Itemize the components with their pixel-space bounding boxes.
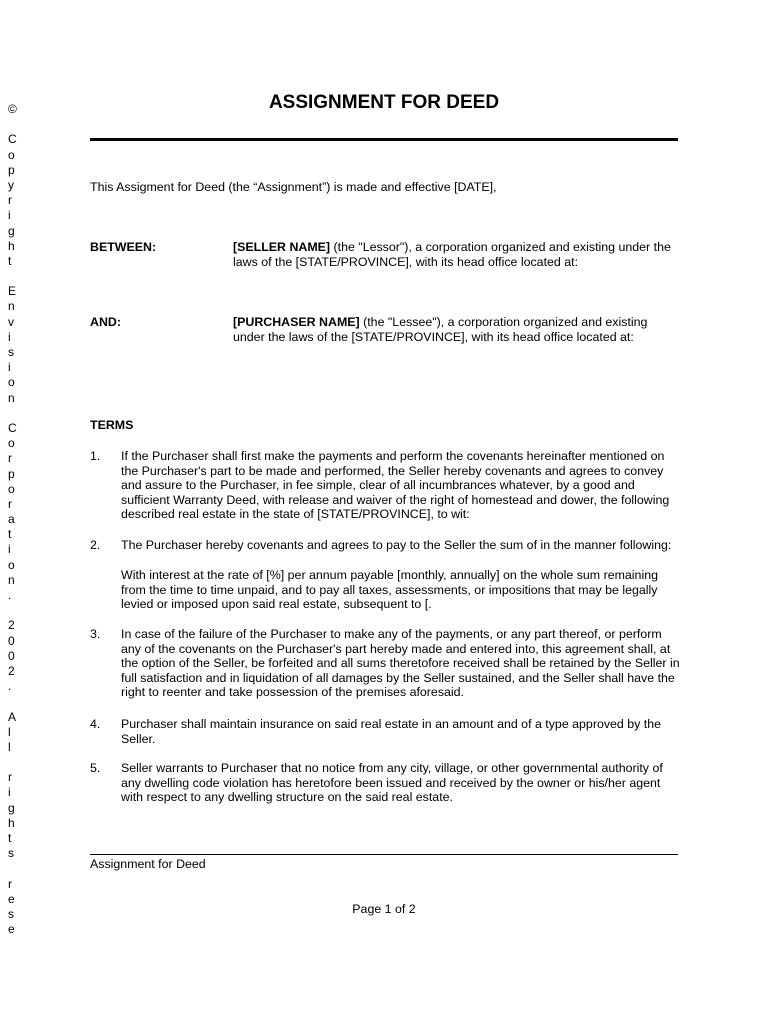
copyright-char bbox=[8, 117, 20, 132]
copyright-char: © bbox=[8, 102, 17, 116]
copyright-char: t bbox=[8, 253, 12, 268]
copyright-char bbox=[8, 694, 20, 709]
copyright-char: o bbox=[8, 481, 15, 496]
copyright-char: C bbox=[8, 132, 17, 147]
copyright-char: o bbox=[8, 147, 15, 162]
copyright-char: v bbox=[8, 314, 14, 329]
copyright-char: i bbox=[8, 785, 11, 800]
seller-party-description: (the "Lessor"), a corporation organized and existing under the laws of the [STATE/PROVINCE], with its head office located at: bbox=[233, 240, 671, 269]
copyright-char: g bbox=[8, 223, 15, 238]
term-5-text: Seller warrants to Purchaser that no notice from any city, village, or other governmental authority of any dwelling code violation has heretofore been issued and received by the owner or his/her agent with respect to any dwelling structure on the said real estate. bbox=[121, 761, 663, 805]
copyright-char bbox=[8, 755, 20, 770]
term-2-number: 2. bbox=[90, 538, 101, 552]
copyright-char: i bbox=[8, 208, 11, 223]
copyright-char: A bbox=[8, 709, 17, 724]
copyright-char: . bbox=[8, 679, 12, 694]
document-title: ASSIGNMENT FOR DEED bbox=[268, 92, 500, 113]
copyright-char: e bbox=[8, 891, 15, 906]
copyright-char: s bbox=[8, 846, 14, 861]
copyright-char: g bbox=[8, 800, 15, 815]
term-4-number: 4. bbox=[90, 717, 101, 731]
copyright-char: o bbox=[8, 375, 15, 390]
copyright-char: e bbox=[8, 922, 15, 937]
copyright-char: p bbox=[8, 162, 15, 177]
copyright-char: h bbox=[8, 238, 15, 253]
copyright-char: C bbox=[8, 420, 17, 435]
copyright-char: 0 bbox=[8, 648, 15, 663]
copyright-char bbox=[8, 269, 20, 284]
and-label: AND: bbox=[90, 315, 121, 329]
copyright-char bbox=[8, 861, 20, 876]
title-divider bbox=[90, 138, 678, 141]
copyright-char: n bbox=[8, 299, 15, 314]
copyright-char bbox=[8, 406, 20, 421]
copyright-char bbox=[8, 603, 20, 618]
term-3-text: In case of the failure of the Purchaser to make any of the payments, or any part thereof, or perform any of the covenants on the Purchaser's part hereby made and entered into, this agreement shall, at the option of the Seller, be forfeited and all sums theretofore received shall be retained by the Seller in full satisfaction and in liquidation of all damages by the Seller sustained, and the Seller shall have the right to reenter and take possession of the premises aforesaid. bbox=[121, 627, 680, 700]
term-4-text: Purchaser shall maintain insurance on said real estate in an amount and of a type approved by the Seller. bbox=[121, 717, 662, 746]
footer-document-name: Assignment for Deed bbox=[90, 857, 206, 871]
copyright-char: t bbox=[8, 831, 12, 845]
purchaser-name-placeholder: [PURCHASER NAME] bbox=[233, 315, 360, 329]
intro-paragraph: This Assigment for Deed (the “Assignment”) is made and effective [DATE], bbox=[90, 180, 497, 194]
copyright-char: i bbox=[8, 360, 11, 375]
copyright-char: r bbox=[8, 451, 12, 466]
footer-divider bbox=[90, 854, 678, 855]
copyright-char: r bbox=[8, 770, 12, 785]
term-5-number: 5. bbox=[90, 761, 101, 775]
term-1-text: If the Purchaser shall first make the payments and perform the covenants hereinafter mentioned on the Purchaser's part to be made and performed, the Seller hereby covenants and agrees to convey and assure to the Purchaser, in fee simple, clear of all incumbrances whatever, by a good and sufficient Warranty Deed, with release and waiver of the right of homestead and dower, the following described real estate in the state of [STATE/PROVINCE], to wit: bbox=[121, 449, 670, 522]
copyright-char: r bbox=[8, 876, 12, 891]
copyright-char: s bbox=[8, 906, 14, 921]
terms-heading: TERMS bbox=[90, 418, 134, 432]
between-label: BETWEEN: bbox=[90, 240, 157, 254]
copyright-char: 2 bbox=[8, 663, 15, 678]
copyright-char: t bbox=[8, 527, 12, 542]
copyright-char: r bbox=[8, 193, 12, 208]
page-number: Page 1 of 2 bbox=[352, 902, 416, 916]
copyright-char: o bbox=[8, 557, 15, 572]
term-2-subparagraph: With interest at the rate of [%] per annum payable [monthly, annually] on the whole sum remaining from the time to time unpaid, and to pay all taxes, assessments, or impositions that may be legally levied or imposed upon said real estate, subsequent to [. bbox=[121, 568, 658, 612]
term-1-number: 1. bbox=[90, 449, 101, 463]
copyright-char: 0 bbox=[8, 633, 15, 648]
copyright-char: r bbox=[8, 496, 12, 511]
seller-party-text bbox=[233, 240, 680, 269]
copyright-char: . bbox=[8, 588, 12, 602]
copyright-char: i bbox=[8, 329, 11, 344]
purchaser-party-text bbox=[233, 315, 680, 344]
term-3-number: 3. bbox=[90, 627, 101, 641]
copyright-char: l bbox=[8, 739, 11, 754]
copyright-char: i bbox=[8, 542, 11, 557]
copyright-char: p bbox=[8, 466, 15, 481]
copyright-char: 2 bbox=[8, 618, 15, 633]
copyright-char: a bbox=[8, 512, 15, 527]
copyright-char: E bbox=[8, 284, 17, 299]
copyright-char: y bbox=[8, 177, 14, 192]
copyright-char: n bbox=[8, 572, 15, 587]
copyright-char: o bbox=[8, 436, 15, 451]
copyright-char: h bbox=[8, 815, 15, 830]
vertical-copyright-notice bbox=[8, 102, 20, 937]
copyright-char: l bbox=[8, 724, 11, 739]
copyright-char: s bbox=[8, 345, 14, 359]
term-2-text: The Purchaser hereby covenants and agrees to pay to the Seller the sum of in the manner following: bbox=[121, 538, 672, 552]
copyright-char: n bbox=[8, 390, 15, 405]
purchaser-party-description: (the "Lessee"), a corporation organized and existing under the laws of the [STATE/PROVINCE], with its head office located at: bbox=[233, 315, 648, 344]
seller-name-placeholder: [SELLER NAME] bbox=[233, 240, 331, 254]
